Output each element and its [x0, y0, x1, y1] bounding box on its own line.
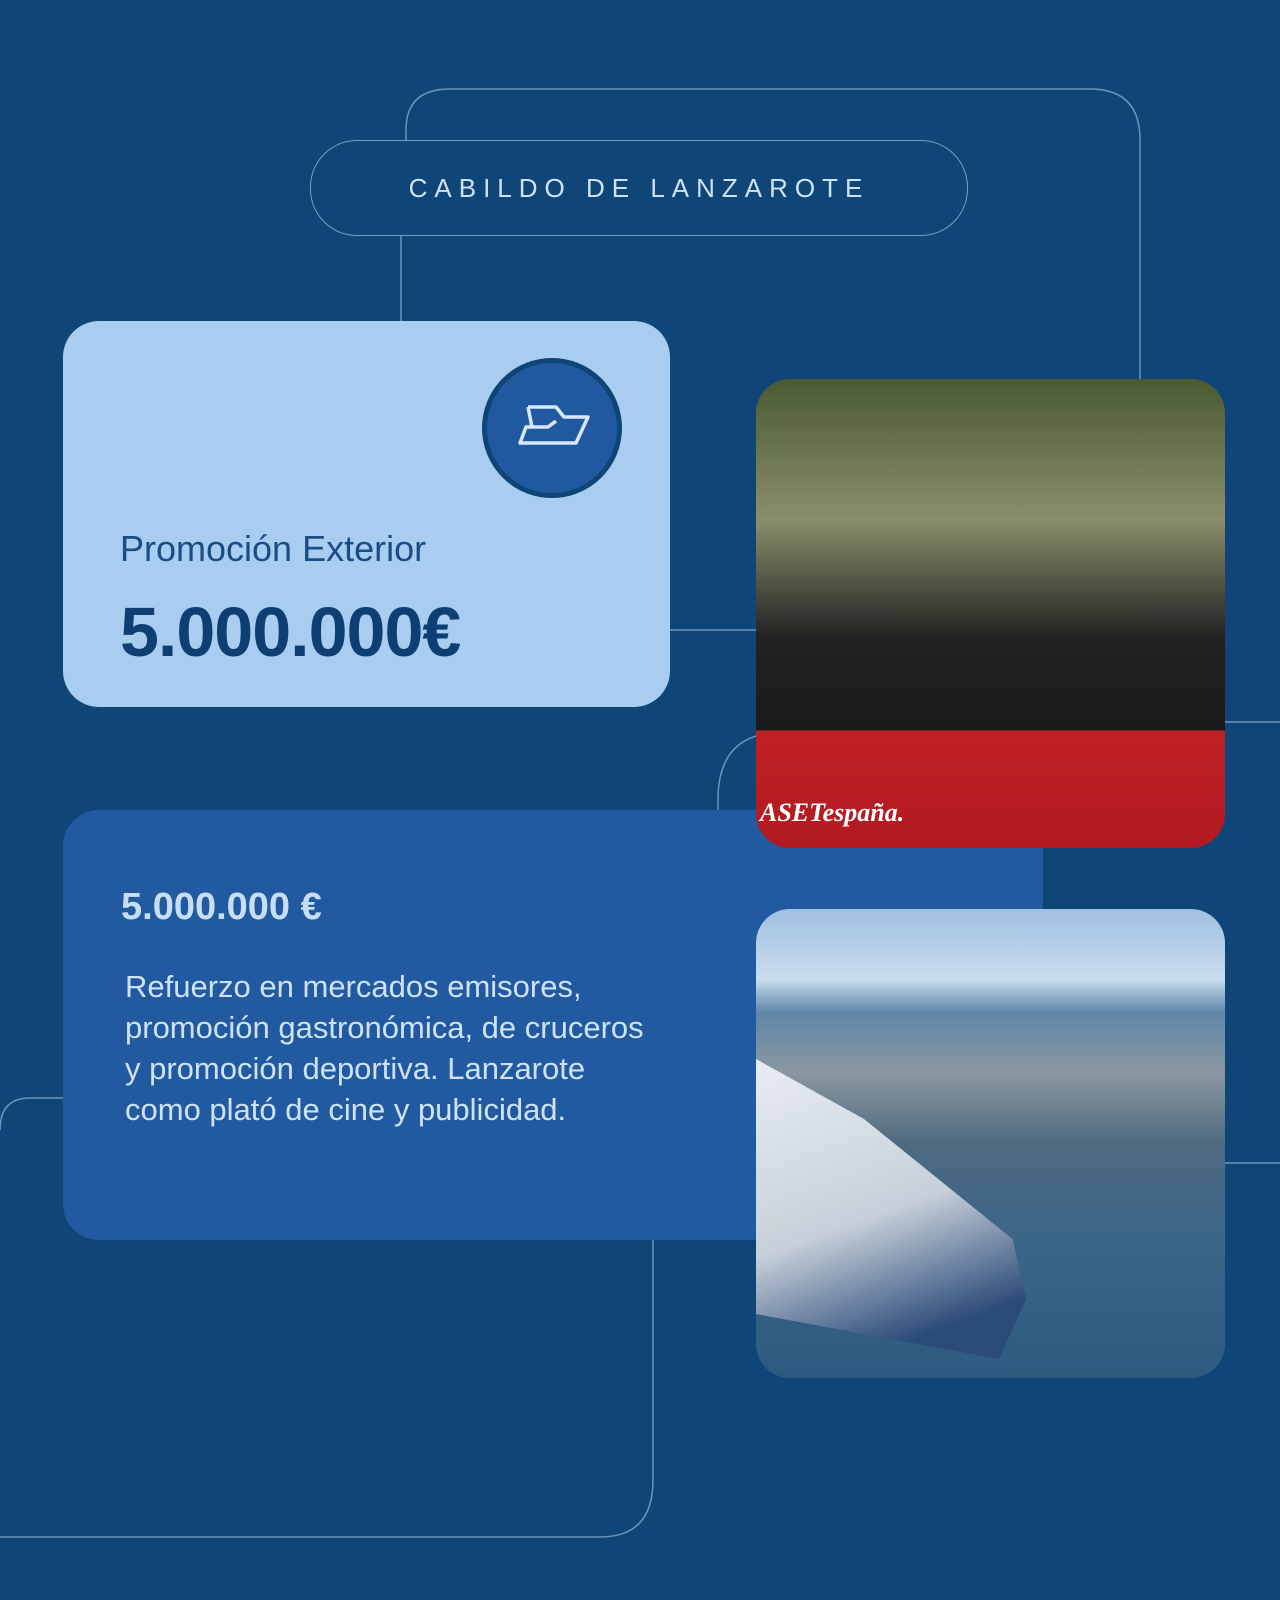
header-title: CABILDO DE LANZAROTE	[408, 172, 870, 203]
icon-badge	[482, 358, 622, 498]
award-ceremony-photo	[756, 379, 1225, 848]
header-pill	[310, 140, 968, 236]
detail-description: Refuerzo en mercados emisores, promoción gastronómica, de cruceros y promoción deportiva. Lanzarote como plató de cine y publicidad.	[125, 969, 644, 1127]
podium-logo-text: ASETespaña.	[760, 798, 905, 827]
category-label: Promoción Exterior	[120, 528, 427, 569]
boat-icon	[514, 403, 590, 453]
detail-amount: 5.000.000 €	[121, 886, 322, 928]
category-amount: 5.000.000€	[120, 593, 461, 671]
cruise-ship	[756, 1059, 1026, 1359]
cruise-port-photo	[756, 909, 1225, 1378]
